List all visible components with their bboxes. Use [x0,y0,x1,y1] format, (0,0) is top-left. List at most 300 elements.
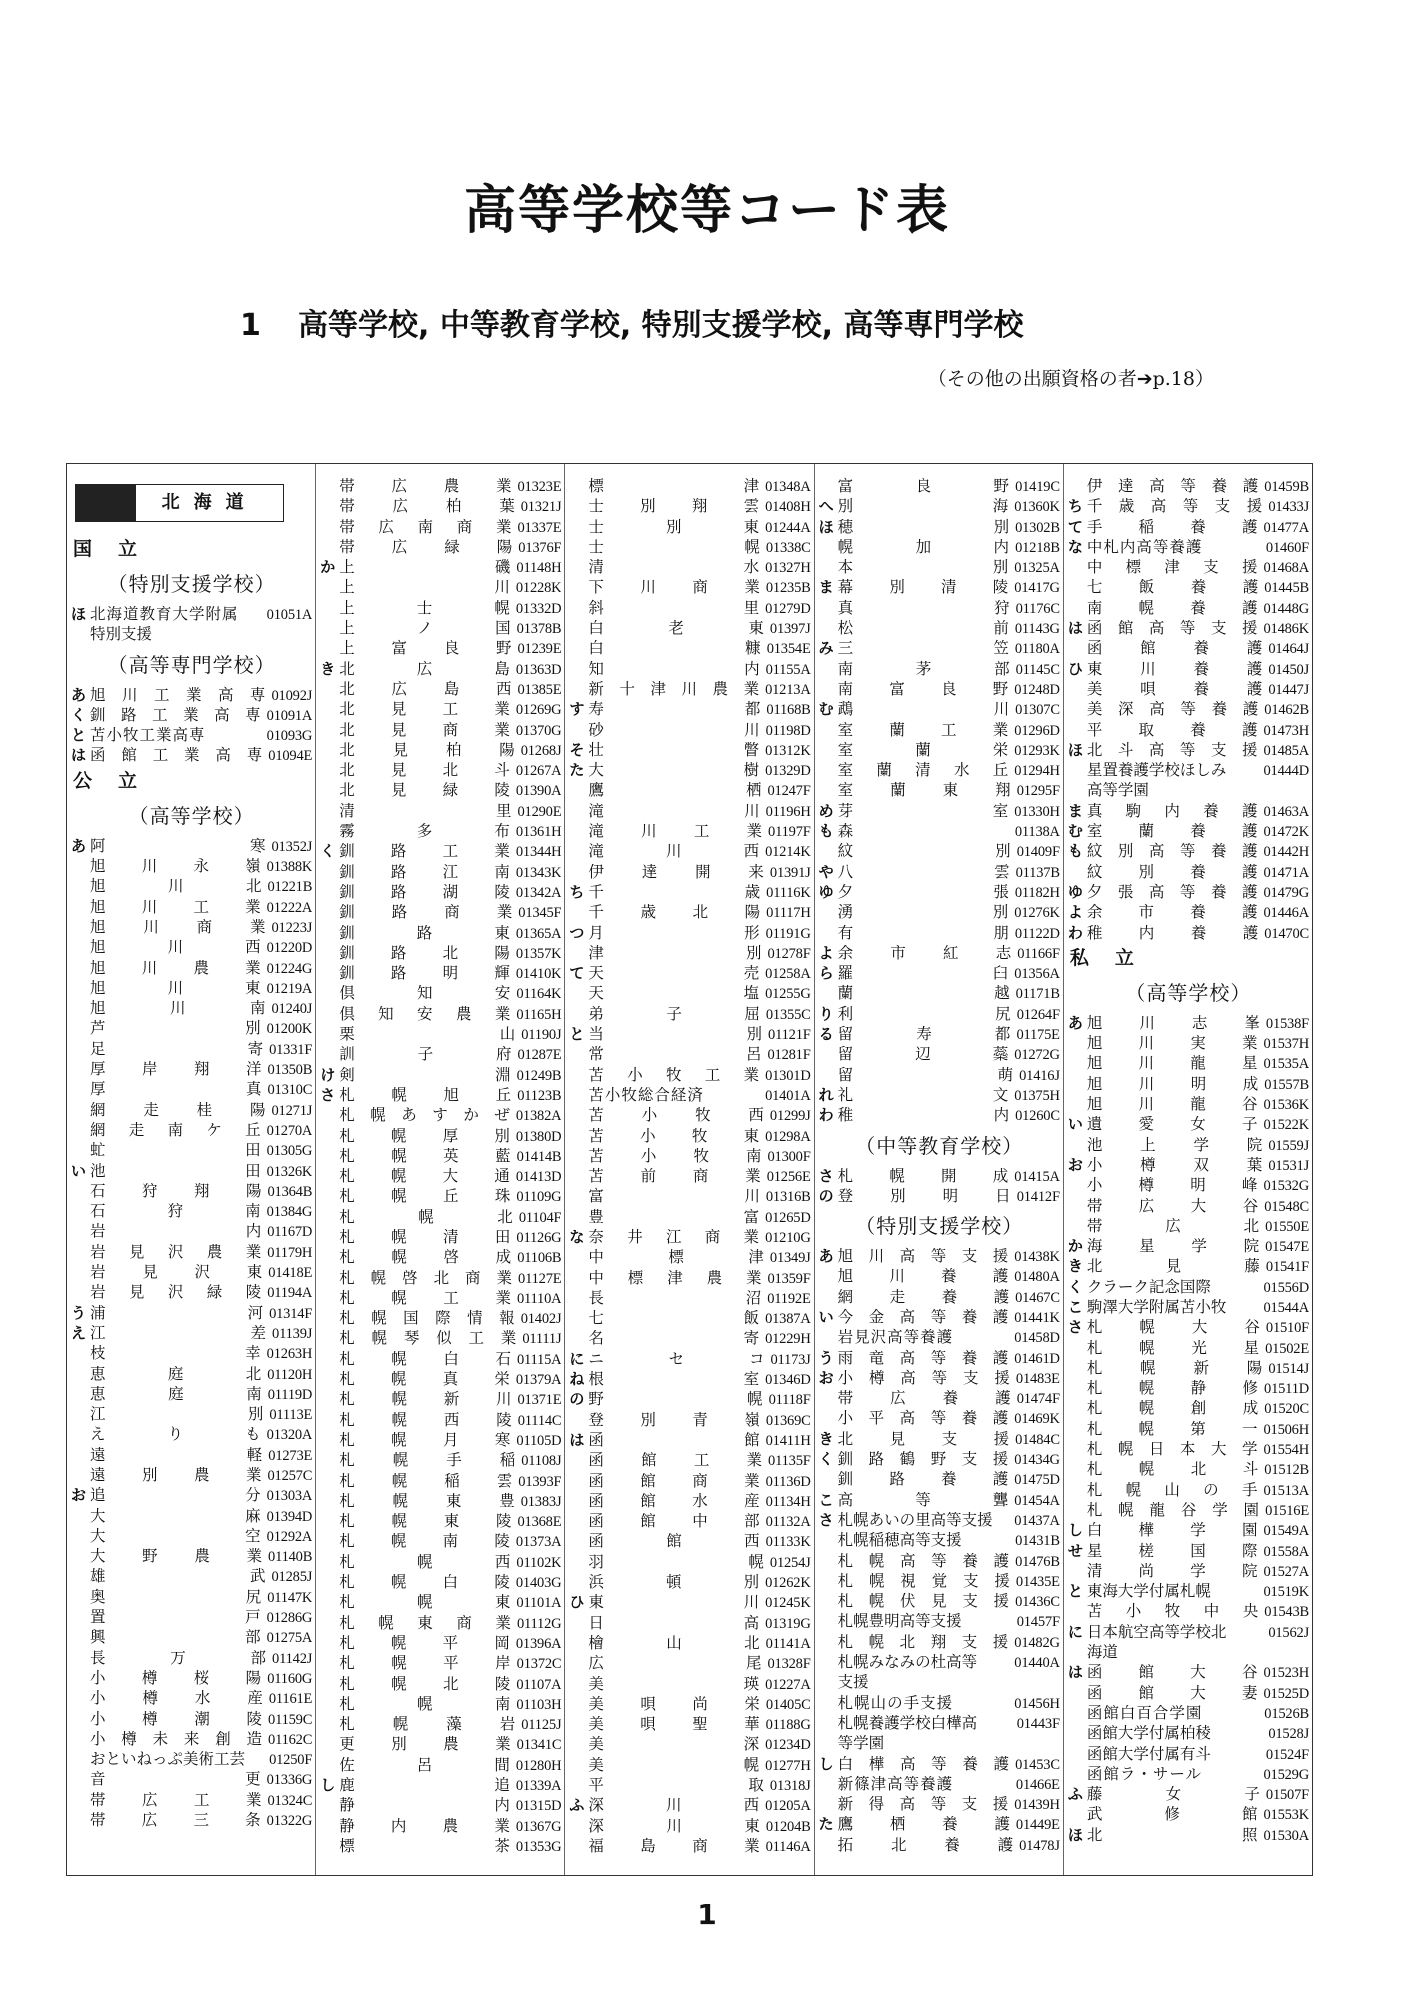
school-name: え り も [90,1425,261,1444]
school-code: 01258A [765,966,811,983]
table-row [1068,1541,1309,1561]
kana-index: こ [1067,1297,1083,1316]
kana-index: ひ [569,1593,585,1612]
school-name: 帯 広 南 商 業 [339,517,512,536]
table-row [1068,1074,1309,1094]
school-code: 01132A [765,1514,811,1531]
table-row [569,1775,810,1795]
school-code: 01123B [517,1087,562,1104]
school-name: 大 野 農 業 [90,1547,262,1566]
school-code: 01522K [1263,1117,1310,1134]
kana-index: く [320,842,336,861]
school-name: 剣 淵 [339,1065,511,1084]
school-code: 01285J [271,1569,313,1586]
category-heading: 私立 [1069,946,1160,969]
school-name: 伊 達 高 等 養 護 [1086,477,1259,495]
table-row [320,1227,561,1247]
table-row [320,1166,561,1186]
school-name: 岩 見 沢 東 [90,1263,263,1282]
school-code: 01514J [1268,1360,1310,1377]
table-row [71,1181,312,1201]
school-code: 01476B [1015,1553,1060,1570]
table-row [1068,1358,1309,1378]
school-code: 01354E [766,641,811,658]
school-code: 01412F [1016,1188,1060,1205]
school-code: 01390A [515,783,562,800]
school-code: 01443F [1016,1715,1060,1732]
school-name: 東 川 養 護 [1086,659,1263,678]
school-code: 01162C [268,1731,313,1748]
school-code: 01475D [1014,1472,1060,1489]
school-code: 01314F [269,1305,313,1322]
school-code: 01418E [268,1265,313,1282]
school-code: 01460F [1265,539,1310,556]
school-code: 01145C [1015,661,1060,678]
table-row [1068,1155,1309,1175]
school-name: 等学園 [837,1734,885,1753]
category-heading: 公立 [73,769,164,792]
kana-index: き [320,659,336,678]
table-row [1068,598,1309,618]
school-name: 幌 加 内 [837,537,1010,556]
table-row [320,699,561,719]
table-row [1068,1764,1309,1784]
school-code: 01558A [1263,1543,1310,1560]
school-code: 01221B [267,879,313,896]
school-name: 上 富 良 野 [339,639,512,658]
kana-index: よ [818,943,834,962]
school-code: 01402J [520,1311,562,1328]
table-row [320,1633,561,1653]
school-code: 01141A [765,1635,811,1652]
school-code: 01450J [1268,661,1310,678]
kana-index: し [1067,1521,1083,1540]
table-row [819,1652,1060,1672]
school-name: 札 幌 日 本 大 学 [1086,1440,1258,1459]
table-row [320,1207,561,1227]
school-name: 札 幌 清 田 [339,1227,511,1246]
school-name: 東 川 [588,1593,760,1612]
table-row [71,1161,312,1181]
school-code: 01133K [765,1534,811,1551]
school-code: 01103H [516,1696,562,1713]
school-name: 武 修 館 [1086,1805,1258,1824]
table-row [71,1120,312,1140]
table-row [1068,476,1309,496]
kana-index: も [818,822,834,841]
table-row [569,659,810,679]
table-row [819,1510,1060,1530]
table-row [819,902,1060,922]
table-column [1064,464,1312,1875]
kana-index: け [320,1065,336,1084]
school-code: 01512B [1264,1462,1310,1479]
school-code: 01541F [1265,1259,1310,1276]
school-code: 01051A [266,607,313,623]
school-code: 01365A [515,925,562,942]
school-name: 旭 川 工 業 [90,897,261,916]
school-name: 美 幌 [588,1755,760,1774]
kana-index: き [1067,1257,1083,1276]
table-row [71,705,312,725]
school-code: 01249B [516,1067,562,1084]
school-name: 網 走 桂 陽 [90,1100,266,1119]
school-name: 札 幌 北 翔 支 援 [837,1632,1009,1651]
school-code: 01092J [271,687,313,704]
school-name: 森 [837,822,855,841]
school-name: 札 幌 啓 成 [339,1248,512,1267]
kana-index: さ [818,1166,834,1185]
table-row [71,685,312,705]
school-name: 枝 幸 [90,1344,261,1363]
table-row [320,557,561,577]
school-code: 01279D [765,600,811,617]
school-name: 札 幌 あ す か ぜ [339,1106,510,1125]
school-name: 富 良 野 [837,477,1010,495]
school-code: 01433J [1268,499,1310,516]
school-code: 01273E [268,1447,313,1464]
school-name: 紋 別 養 護 [1086,862,1258,881]
school-code: 01213A [765,681,811,698]
school-name: 登 別 明 日 [837,1186,1011,1205]
table-row [819,862,1060,882]
school-name: 千 歳 北 陽 [588,903,761,922]
table-row [1068,679,1309,699]
table-row [819,1835,1060,1855]
school-name: 佐 呂 間 [339,1755,510,1774]
school-name: 札 幌 啓 北 商 業 [339,1268,512,1287]
school-name: 有 朋 [837,923,1009,942]
school-code: 01557B [1264,1076,1310,1093]
school-code: 01179H [267,1244,313,1261]
school-code: 01094E [268,748,313,765]
table-row [1068,1500,1309,1520]
school-name: 室 蘭 工 業 [837,720,1009,739]
school-name: 札 幌 第 一 [1086,1419,1258,1438]
school-code: 01168B [766,702,811,719]
kana-index: れ [818,1085,834,1104]
school-name: 常 呂 [588,1045,762,1064]
school-code: 01240J [271,1001,313,1018]
table-row [320,659,561,679]
school-code: 01222A [266,899,313,916]
school-name: 札 幌 白 陵 [339,1573,510,1592]
school-code: 01135F [768,1453,811,1470]
kana-index: く [71,705,87,724]
school-code: 01444D [1263,763,1310,780]
kana-index: み [818,639,834,658]
school-code: 01302B [1015,519,1060,536]
table-row [320,1085,561,1105]
school-name: 湧 別 [837,903,1009,922]
school-name: 知 内 [588,659,760,678]
table-row [819,1693,1060,1713]
table-row [1068,902,1309,922]
school-name: 旭 川 東 [90,978,261,997]
school-code: 01325A [1014,560,1060,577]
school-code: 01218B [1015,539,1060,556]
table-row [1068,1480,1309,1500]
school-name: 斜 里 [588,598,760,617]
school-name: 駒澤大学附属苫小牧 [1086,1297,1227,1316]
school-code: 01140B [268,1549,313,1566]
table-row [1068,1338,1309,1358]
table-row [819,1490,1060,1510]
school-code: 01372C [516,1656,562,1673]
school-code: 01506H [1263,1421,1310,1438]
kana-index: つ [569,923,585,942]
kana-index: ま [1067,801,1083,820]
kana-index: し [320,1776,336,1794]
school-code: 01159C [268,1711,313,1728]
table-row [71,1546,312,1566]
kana-index: お [71,1486,87,1505]
school-code: 01549A [1263,1523,1310,1540]
school-code: 01326K [266,1163,313,1180]
table-column [67,464,316,1875]
school-name: 稚 内 [837,1106,1010,1125]
school-code: 01446A [1263,905,1310,922]
school-code: 01391J [769,864,811,881]
school-name: 釧 路 鶴 野 支 援 [837,1450,1009,1469]
table-row [71,917,312,937]
table-row [569,1613,810,1633]
prefecture-name: 北海道 [161,492,258,513]
table-row [819,1085,1060,1105]
table-row [71,1688,312,1708]
school-code: 01367G [515,1818,562,1835]
school-name: おといねっぷ美術工芸 [90,1750,246,1769]
table-row [569,618,810,638]
reference-note: （その他の出願資格の者➔p.18） [927,368,1214,390]
school-name: 厚 真 [90,1080,262,1099]
school-name: 三 笠 [837,639,1009,658]
table-row [569,679,810,699]
table-row [320,598,561,618]
table-row [71,1445,312,1465]
school-name: 長 沼 [588,1288,762,1307]
kana-index: せ [1067,1541,1083,1560]
school-code: 01091A [266,707,313,724]
school-name: 札 幌 北 陵 [339,1674,511,1693]
school-code: 01466E [1015,1776,1060,1793]
school-code: 01387A [765,1311,811,1328]
table-row [819,699,1060,719]
school-name: 余 市 紅 志 [837,943,1012,962]
school-code: 01363D [515,661,562,678]
school-name: 紋 別 高 等 養 護 [1086,842,1258,861]
school-name: 札 幌 新 川 [339,1390,512,1409]
school-code: 01336G [266,1772,313,1789]
school-name: 士 別 東 [588,517,760,536]
school-code: 01093G [266,728,313,745]
table-row [819,679,1060,699]
school-code: 01353G [515,1838,562,1855]
school-name: 中札内高等養護 [1086,537,1203,556]
school-name: クラーク記念国際 [1086,1277,1211,1296]
school-code: 01350B [267,1062,313,1079]
school-name: ニ セ コ [588,1349,765,1368]
table-row [569,517,810,537]
school-code: 01138A [1014,824,1060,841]
school-name: 藤 女 子 [1086,1785,1260,1804]
table-row [569,1369,810,1389]
school-code: 01171B [1015,986,1060,1003]
table-row [320,780,561,800]
kana-index: り [818,1004,834,1023]
table-row [320,1714,561,1734]
table-row [71,1627,312,1647]
school-name: 岩 見 沢 緑 陵 [90,1283,262,1302]
school-name: 奥 尻 [90,1587,262,1606]
school-type-heading: （中等教育学校） [855,1133,1024,1158]
school-code: 01439H [1014,1797,1060,1814]
school-code: 01553K [1263,1807,1310,1824]
school-code: 01137B [1015,864,1060,881]
school-code: 01447J [1268,681,1310,698]
school-code: 01229H [765,1331,811,1348]
school-name: 札 幌 新 陽 [1086,1358,1263,1377]
table-row [320,1044,561,1064]
table-row [320,1734,561,1754]
table-column [565,464,814,1875]
school-code: 01197F [768,824,811,841]
kana-index: は [71,746,87,765]
school-code: 01148H [516,560,562,577]
school-name: 北海道教育大学附属 [90,605,239,623]
table-row [320,1795,561,1815]
school-name: 札幌稲穂高等支援 [837,1531,962,1550]
school-name: 置 戸 [90,1608,261,1627]
school-name: 釧 路 明 輝 [339,964,510,983]
table-row [819,1246,1060,1266]
table-row [569,1247,810,1267]
table-row [71,836,312,856]
table-row [71,1526,312,1546]
school-type-heading: （高等学校） [128,803,255,828]
table-row [819,1388,1060,1408]
table-row [320,679,561,699]
table-row [1068,557,1309,577]
kana-index: ふ [569,1796,585,1815]
school-code: 01255G [765,986,811,1003]
school-name: 津 別 [588,943,762,962]
school-code: 01397J [769,621,811,638]
school-code: 01298A [765,1128,811,1145]
school-code: 01316B [765,1189,811,1206]
school-code: 01146A [765,1838,811,1855]
school-name: 遠 軽 [90,1445,263,1464]
table-row [569,1734,810,1754]
school-name: 天 塩 [588,984,760,1003]
school-code: 01485A [1263,742,1310,759]
school-code: 01470C [1264,925,1310,942]
school-code: 01254J [769,1554,811,1571]
school-name: 札 幌 工 業 [339,1288,511,1307]
school-code: 01449E [1015,1817,1060,1834]
school-type-heading: （高等専門学校） [107,652,276,677]
school-name: 池 上 学 院 [1086,1135,1263,1154]
school-name: 羽 幌 [588,1552,764,1571]
school-name: 美 瑛 [588,1674,760,1693]
school-name: 当 別 [588,1025,763,1044]
school-code: 01410K [515,966,562,983]
school-code: 01116K [766,884,811,901]
school-name: 日本航空高等学校北 [1086,1622,1227,1641]
school-code: 01479G [1263,884,1310,901]
school-name: 札 幌 稲 雲 [339,1471,513,1490]
school-name: 旭 川 永 嶺 [90,857,261,876]
kana-index: か [1067,1237,1083,1256]
kana-index: に [569,1349,585,1368]
table-row [320,1511,561,1531]
school-code: 01182H [1014,884,1060,901]
school-name: 札 幌 東 商 業 [339,1613,511,1632]
school-name: 栗 山 [339,1025,516,1044]
kana-index: お [818,1368,834,1387]
table-row [320,1592,561,1612]
table-row [819,1166,1060,1186]
school-code: 01529G [1263,1766,1310,1783]
school-name: 野 幌 [588,1390,763,1409]
table-row [1068,780,1309,800]
table-row [819,1266,1060,1286]
table-row [569,1450,810,1470]
school-name: 南 富 良 野 [837,679,1009,698]
table-row [320,638,561,658]
table-row [71,1262,312,1282]
kana-index: ふ [1067,1785,1083,1804]
school-name: 函 館 商 業 [588,1471,760,1490]
school-code: 01337E [517,519,562,536]
school-code: 01461D [1014,1350,1060,1367]
school-name: 北 見 柏 陽 [339,740,515,759]
school-name: 北 見 緑 陵 [339,781,510,800]
school-code: 01245K [765,1595,811,1612]
school-code: 01278F [767,945,811,962]
table-row [819,1794,1060,1814]
school-name: 根 室 [588,1370,760,1389]
school-code: 01457F [1016,1614,1060,1631]
school-name: 札 幌 白 石 [339,1349,511,1368]
school-name: 長 万 部 [90,1648,267,1667]
table-row [819,537,1060,557]
school-code: 01483E [1015,1370,1060,1387]
school-name: 帯 広 農 業 [339,477,512,495]
school-code: 01482G [1014,1634,1060,1651]
kana-index: あ [818,1247,834,1266]
school-code: 01296D [1014,722,1060,739]
table-row [1068,1804,1309,1824]
table-row [819,1105,1060,1125]
school-name: 追 分 [90,1486,261,1505]
school-code: 01331F [269,1041,313,1058]
table-row [1068,1317,1309,1337]
table-row [71,1384,312,1404]
school-code: 01375H [1014,1087,1060,1104]
table-row [1068,517,1309,537]
school-name: 別 海 [837,497,1009,516]
school-code: 01319G [765,1615,811,1632]
school-name: 特別支援 [90,625,153,644]
kana-index: ち [569,882,585,901]
table-row [819,720,1060,740]
table-row [320,1836,561,1856]
school-code: 01359F [767,1270,811,1287]
table-row [320,720,561,740]
school-code: 01346D [765,1372,811,1389]
school-name: 拓 北 養 護 [837,1835,1014,1854]
